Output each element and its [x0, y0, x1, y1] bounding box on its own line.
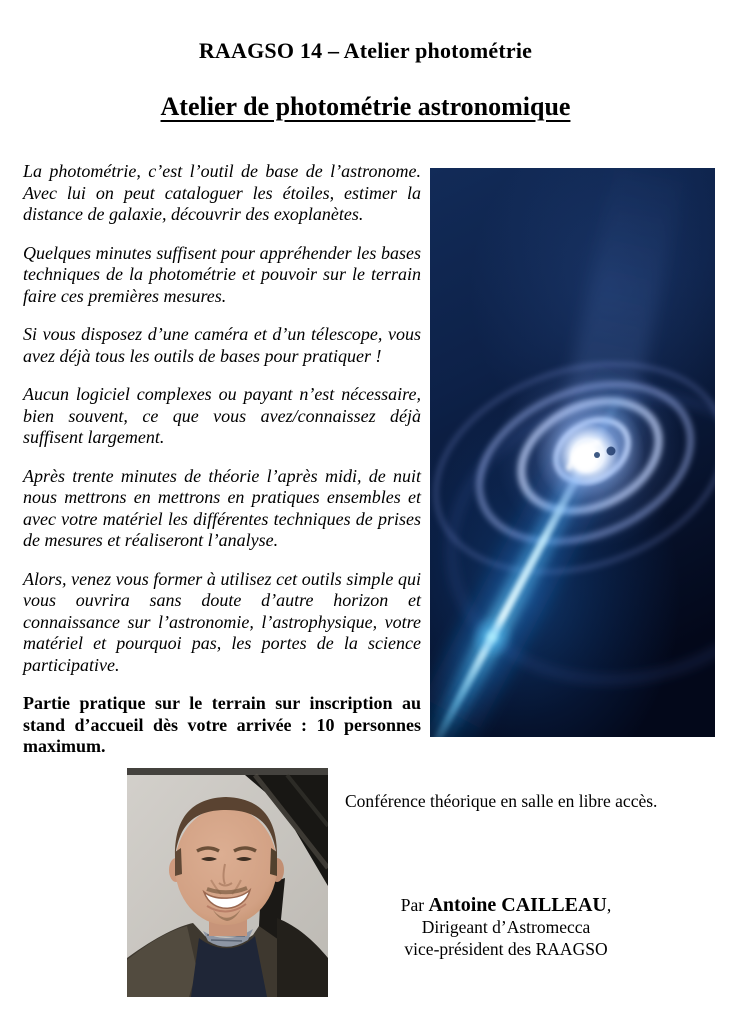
body-paragraph-6: Alors, venez vous former à utilisez cet outils simple qui vous ouvrira sans doute d’autre horizon et connaissance sur l’astronomie, l’astrophysique, votre matériel et pourquoi pas, les portes de la science participative. — [23, 568, 421, 675]
page-title: RAAGSO 14 – Atelier photométrie — [198, 38, 533, 63]
practical-note: Partie pratique sur le terrain sur inscription au stand d’accueil dès votre arrivée : 10 personnes maximum. — [23, 693, 421, 756]
conference-note: Conférence théorique en salle en libre accès. — [345, 791, 658, 811]
body-paragraph-2: Quelques minutes suffisent pour appréhender les bases techniques de la photométrie et pouvoir sur le terrain faire ces premières mesures. — [23, 242, 421, 306]
body-paragraph-3: Si vous disposez d’une caméra et d’un télescope, vous avez déjà tous les outils de bases pour pratiquer ! — [23, 324, 421, 366]
space-art-image — [430, 168, 715, 737]
byline-suffix: , — [606, 895, 612, 915]
document-heading: Atelier de photométrie astronomique — [160, 92, 571, 121]
author-role-1: Dirigeant d’Astromecca — [421, 917, 591, 937]
author-name: Antoine CAILLEAU — [428, 894, 607, 916]
body-text-column — [23, 161, 421, 775]
author-role-2: vice-président des RAAGSO — [404, 939, 608, 959]
body-paragraph-5: Après trente minutes de théorie l’après midi, de nuit nous mettrons en mettrons en pratiques ensembles et avec votre matériel les différentes techniques de prises de mesures et réaliseront l’analyse. — [23, 465, 421, 550]
byline-prefix: Par — [400, 895, 429, 915]
byline — [392, 894, 620, 960]
space-art-graphic — [430, 168, 715, 737]
byline-line — [392, 894, 620, 916]
body-paragraph-4: Aucun logiciel complexes ou payant n’est nécessaire, bien souvent, ce que vous avez/connaissez déjà suffisent largement. — [23, 384, 421, 447]
body-paragraph-1: La photométrie, c’est l’outil de base de l’astronome. Avec lui on peut cataloguer les étoiles, estimer la distance de galaxie, découvrir des exoplanètes. — [23, 161, 421, 224]
portrait-graphic — [127, 768, 328, 997]
portrait-photo — [127, 768, 328, 997]
